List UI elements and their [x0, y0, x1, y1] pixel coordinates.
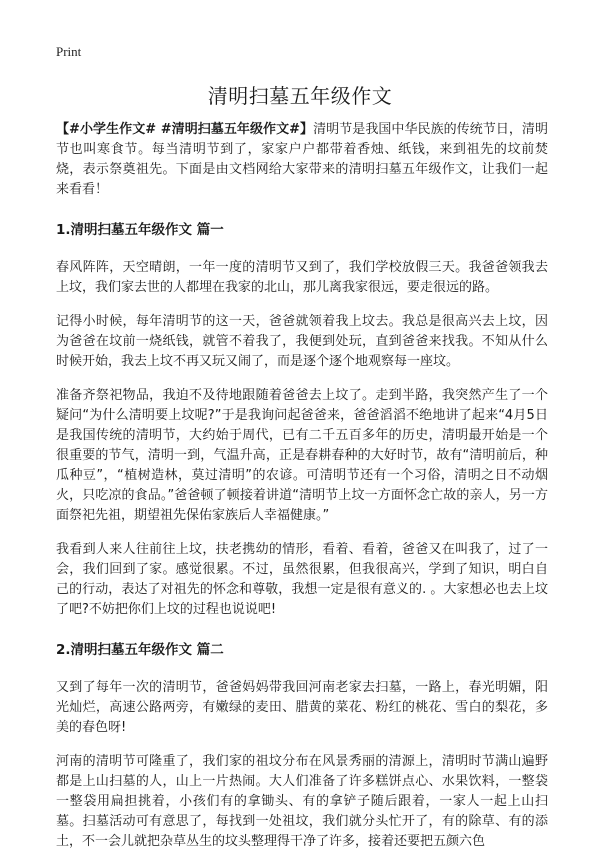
- intro-tags: 【#小学生作文# #清明扫墓五年级作文#】: [56, 122, 314, 137]
- paragraph: 春风阵阵，天空晴朗，一年一度的清明节又到了，我们学校放假三天。我爸爸领我去上坟，我们家去世的人都埋在我家的北山，那儿离我家很远，要走很远的路。: [56, 260, 548, 295]
- article-body: [56, 120, 548, 866]
- paragraph: 准备齐祭祀物品，我迫不及待地跟随着爸爸去上坟了。走到半路，我突然产生了一个疑问“为什么清明要上坟呢?”于是我询问起爸爸来，爸爸滔滔不绝地讲了起来“4月5日是我国传统的清明节，大约始于周代，已有二千五百多年的历史，清明最开始是一个很重要的节气，清明一到，气温升高，正是春耕春种的大好时节，故有“清明前后，种瓜种豆”，“植树造林，莫过清明”的农谚。可清明节还有一个习俗，清明之日不动烟火，只吃凉的食品。”爸爸顿了顿接着讲道“清明节上坟一方面怀念亡故的亲人，另一方面祭祀先祖，期望祖先保佑家族后人幸福健康。”: [56, 388, 548, 523]
- section-heading-2: 2.清明扫墓五年级作文 篇二: [56, 642, 224, 658]
- paragraph: 我看到人来人往前往上坟，扶老携幼的情形，看着、看着，爸爸又在叫我了，过了一会，我们回到了家。感觉很累。不过，虽然很累，但我很高兴，学到了知识，明白自己的行动，表达了对祖先的怀念和尊敬，我想一定是很有意义的. 。大家想必也去上坟了吧?不妨把你们上坟的过程也说说吧!: [56, 542, 548, 617]
- paragraph: 河南的清明节可隆重了，我们家的祖坟分布在风景秀丽的清源上，清明时节满山遍野都是上山扫墓的人，山上一片热闹。大人们准备了许多糕饼点心、水果饮料，一整袋一整袋用扁担挑着，小孩们有的拿锄头、有的拿铲子随后跟着，一家人一起上山扫墓。扫墓活动可有意思了，每找到一处祖坟，我们就分头忙开了，有的除草、有的添土，不一会儿就把杂草丛生的坟头整理得干净了许多，接着还要把五颜六色: [56, 754, 548, 849]
- intro-text: 清明节是我国中华民族的传统节日，清明节也叫寒食节。每当清明节到了，家家户户都带着香烛、纸钱，来到祖先的坟前焚烧，表示祭奠祖先。下面是由文档网给大家带来的清明扫墓五年级作文，让我们一起来看看！: [56, 122, 548, 197]
- intro-paragraph: [56, 120, 548, 200]
- print-label: Print: [56, 44, 82, 59]
- section-heading-1: 1.清明扫墓五年级作文 篇一: [56, 222, 224, 238]
- paragraph: 又到了每年一次的清明节，爸爸妈妈带我回河南老家去扫墓，一路上，春光明媚，阳光灿烂，高速公路两旁，有嫩绿的麦田、腊黄的菜花、粉红的桃花、雪白的梨花，多美的春色呀!: [56, 680, 548, 735]
- page-title: 清明扫墓五年级作文: [207, 84, 393, 108]
- paragraph: 记得小时候，每年清明节的这一天，爸爸就领着我上坟去。我总是很高兴去上坟，因为爸爸在坟前一烧纸钱，就管不着我了，我便到处玩，直到爸爸来找我。不知从什么时候开始，我去上坟不再又玩又闹了，而是逐个逐个地观察每一座坟。: [56, 314, 548, 369]
